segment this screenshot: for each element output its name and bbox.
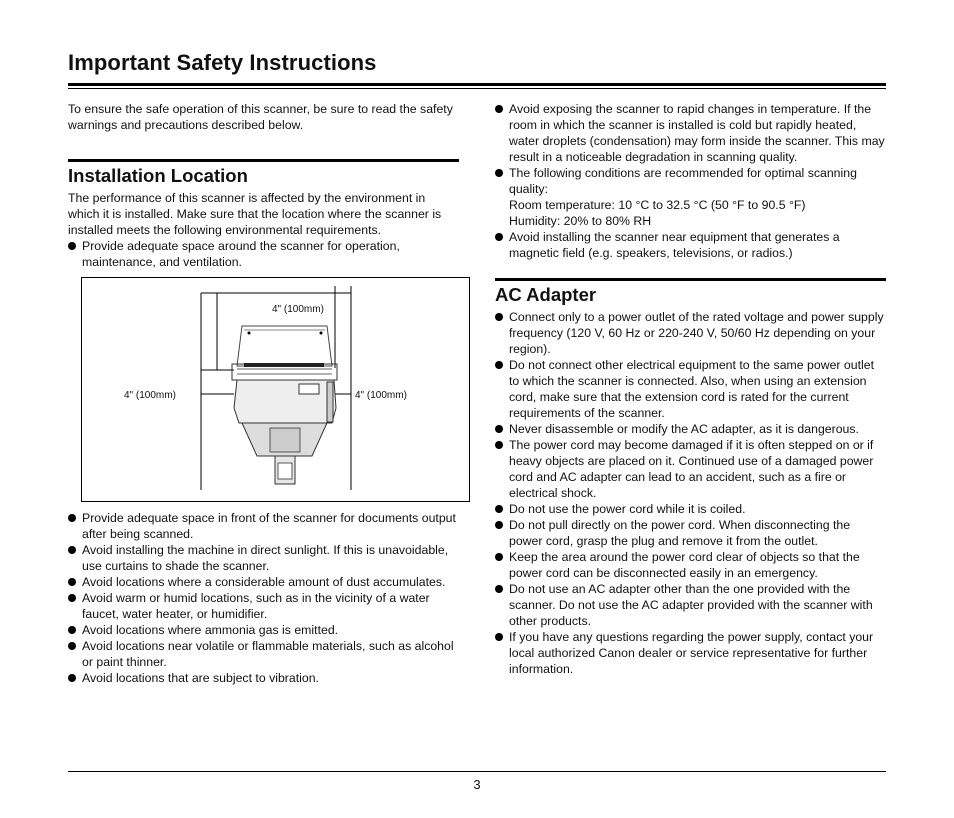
bullet-icon [495, 585, 503, 593]
bullet-icon [495, 505, 503, 513]
left-column [68, 101, 459, 686]
installation-list-top [68, 238, 459, 270]
list-item: Avoid warm or humid locations, such as in the vicinity of a water faucet, water heater, or humidifier. [68, 590, 459, 622]
bullet-icon [68, 578, 76, 586]
list-item: Provide adequate space in front of the scanner for documents output after being scanned. [68, 510, 459, 542]
ac-adapter-heading: AC Adapter [495, 278, 886, 306]
list-item: Provide adequate space around the scanner for operation, maintenance, and ventilation. [68, 238, 459, 270]
bullet-icon [68, 626, 76, 634]
list-item: Avoid locations that are subject to vibration. [68, 670, 459, 686]
room-temperature: Room temperature: 10 °C to 32.5 °C (50 °F to 90.5 °F) [509, 198, 806, 212]
clearance-diagram [81, 277, 470, 502]
list-item: Avoid installing the machine in direct sunlight. If this is unavoidable, use curtains to shade the scanner. [68, 542, 459, 574]
bullet-icon [495, 169, 503, 177]
bullet-icon [68, 242, 76, 250]
list-item: Avoid locations where a considerable amount of dust accumulates. [68, 574, 459, 590]
list-item: Do not use an AC adapter other than the one provided with the scanner. Do not use the AC adapter provided with the scanner with other products. [495, 581, 886, 629]
top-clearance-label: 4" (100mm) [272, 304, 324, 315]
bullet-icon [68, 594, 76, 602]
bullet-icon [495, 425, 503, 433]
bullet-icon [495, 441, 503, 449]
footer-rule [68, 771, 886, 772]
title-rule [68, 83, 886, 86]
installation-paragraph: The performance of this scanner is affected by the environment in which it is installed. Make sure that the location where the scanner is installed meets the following environmental requirements. [68, 191, 442, 237]
list-item: Avoid exposing the scanner to rapid changes in temperature. If the room in which the scanner is installed is cold but rapidly heated, water droplets (condensation) may form inside the scanner. This may result in a noticeable degradation in scanning quality. [495, 101, 886, 165]
bullet-icon [68, 514, 76, 522]
page-title: Important Safety Instructions [68, 50, 377, 75]
bullet-icon [68, 674, 76, 682]
list-item: Do not connect other electrical equipment to the same power outlet to which the scanner is connected. Also, when using an extension cord, make sure that the extension cord is rated for the current requirements of the scanner. [495, 357, 886, 421]
bullet-icon [495, 553, 503, 561]
bullet-icon [68, 546, 76, 554]
list-item: Avoid locations where ammonia gas is emitted. [68, 622, 459, 638]
list-item: The power cord may become damaged if it is often stepped on or if heavy objects are placed on it. Continued use of a damaged power cord and AC adapter can lead to an accident, such as a fire or electrical shock. [495, 437, 886, 501]
left-clearance-label: 4" (100mm) [124, 390, 176, 401]
title-rule-thin [68, 88, 886, 89]
bullet-icon [495, 521, 503, 529]
bullet-icon [68, 642, 76, 650]
intro-paragraph: To ensure the safe operation of this scanner, be sure to read the safety warnings and precautions described below. [68, 102, 453, 132]
right-clearance-label: 4" (100mm) [355, 390, 407, 401]
right-column [495, 101, 886, 677]
environment-list [495, 101, 886, 197]
bullet-icon [495, 233, 503, 241]
page-number: 3 [473, 777, 481, 792]
humidity: Humidity: 20% to 80% RH [509, 214, 652, 228]
list-item: Keep the area around the power cord clear of objects so that the power cord can be disconnected easily in an emergency. [495, 549, 886, 581]
list-item: Avoid locations near volatile or flammable materials, such as alcohol or paint thinner. [68, 638, 459, 670]
magnetic-list [495, 229, 886, 261]
list-item: Do not use the power cord while it is coiled. [495, 501, 886, 517]
list-item: The following conditions are recommended for optimal scanning quality: [495, 165, 886, 197]
installation-list-bottom [68, 510, 459, 686]
list-item: If you have any questions regarding the power supply, contact your local authorized Canon dealer or service representative for further information. [495, 629, 886, 677]
installation-heading: Installation Location [68, 159, 459, 187]
ac-adapter-list [495, 309, 886, 677]
list-item: Do not pull directly on the power cord. When disconnecting the power cord, grasp the plug and remove it from the outlet. [495, 517, 886, 549]
list-item: Never disassemble or modify the AC adapter, as it is dangerous. [495, 421, 886, 437]
bullet-icon [495, 633, 503, 641]
bullet-icon [495, 313, 503, 321]
list-item: Avoid installing the scanner near equipment that generates a magnetic field (e.g. speakers, televisions, or radios.) [495, 229, 886, 261]
bullet-icon [495, 361, 503, 369]
list-item: Connect only to a power outlet of the rated voltage and power supply frequency (120 V, 60 Hz or 220-240 V, 50/60 Hz depending on your region). [495, 309, 886, 357]
bullet-icon [495, 105, 503, 113]
